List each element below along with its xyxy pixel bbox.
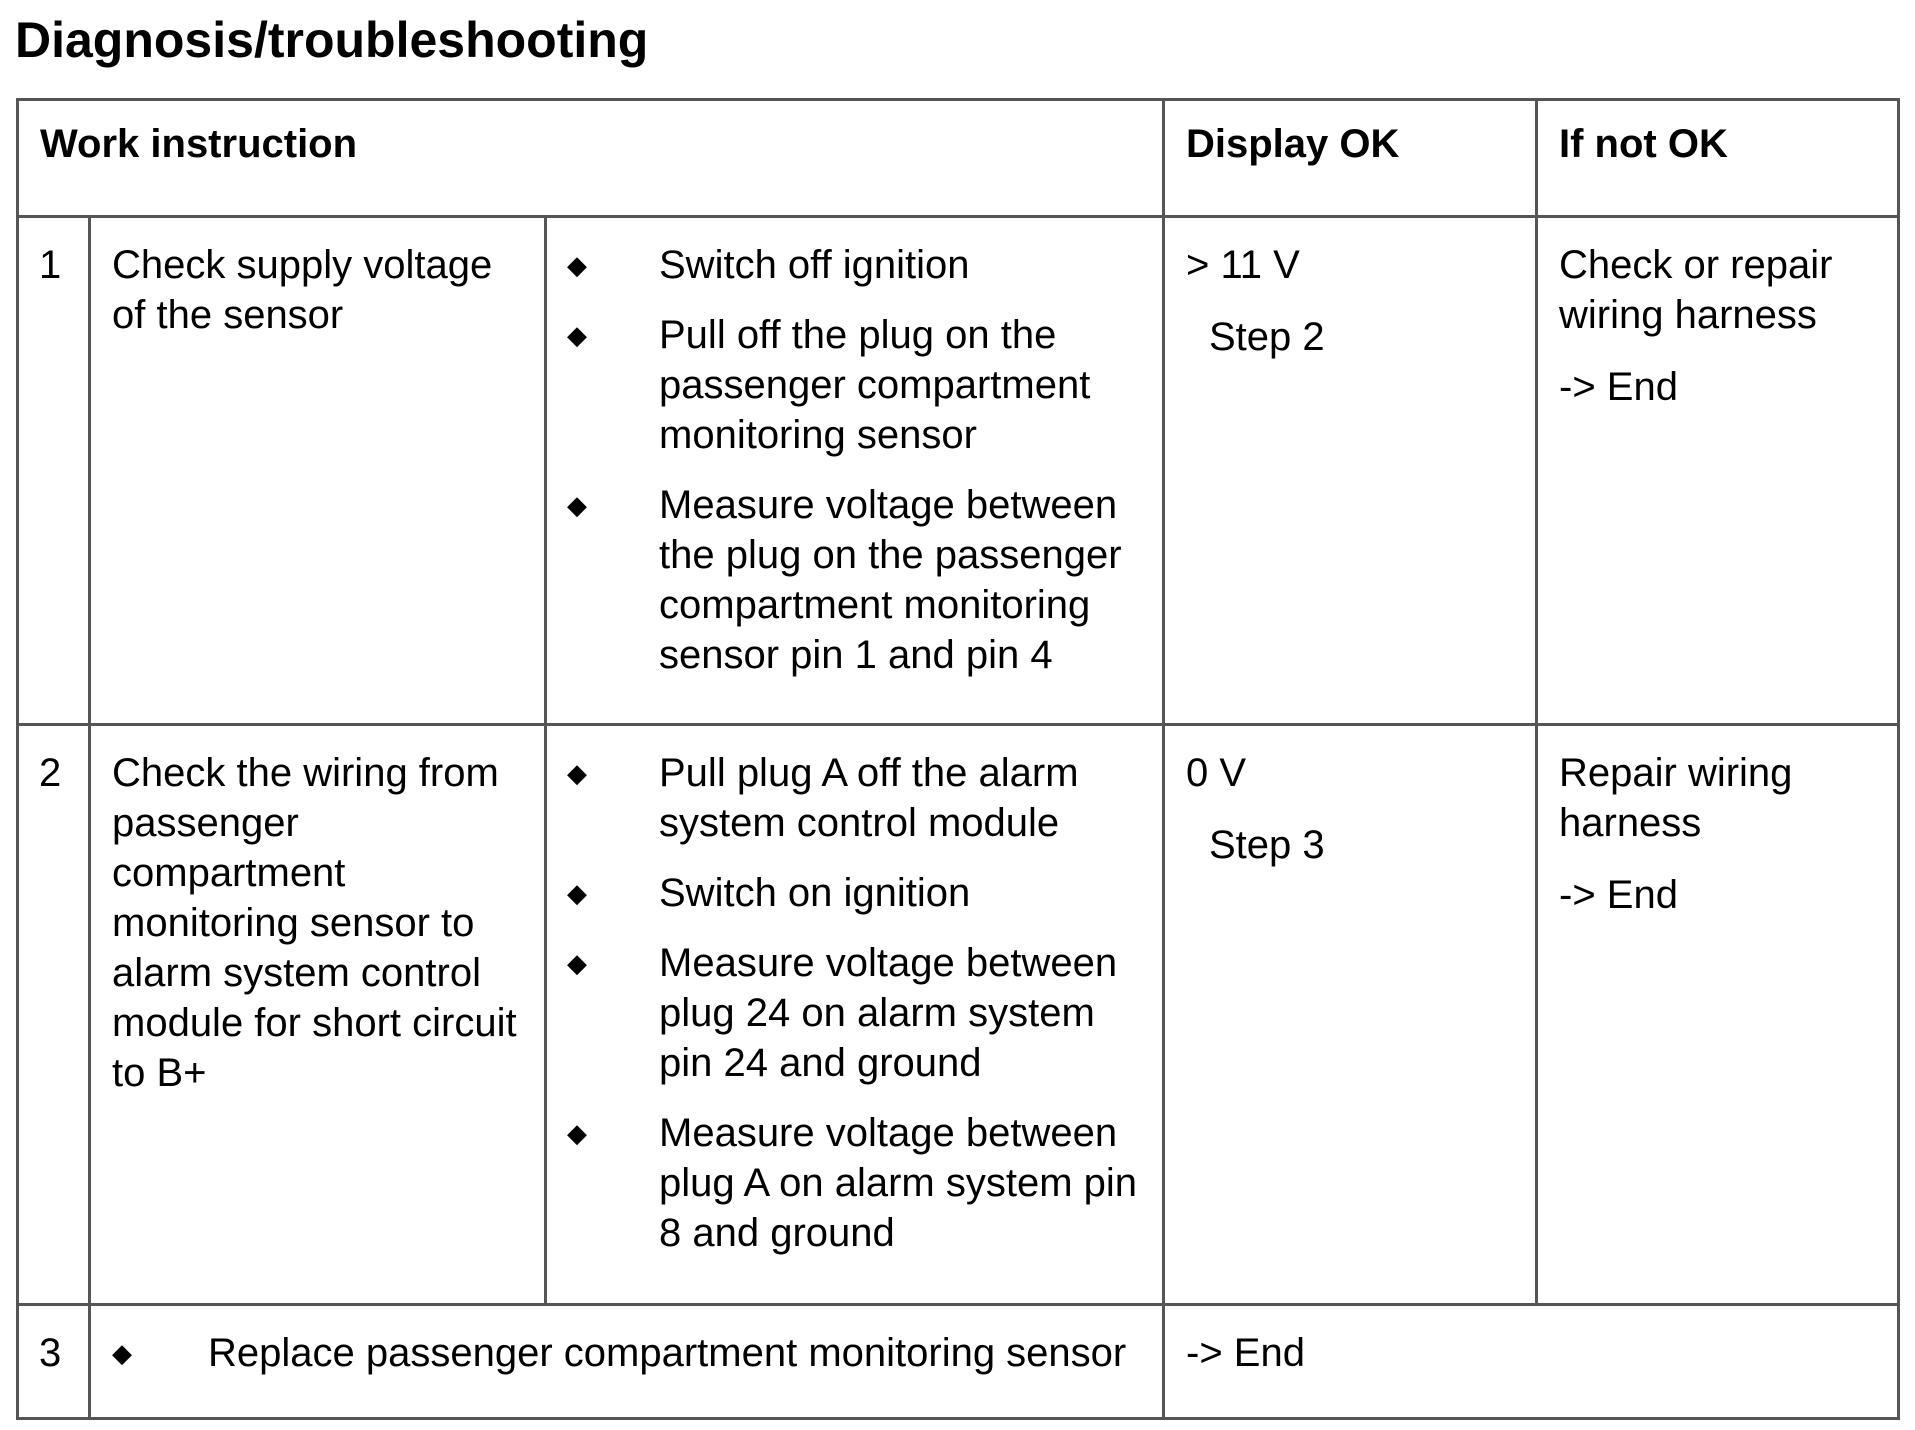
row-3-step (88, 1303, 1162, 1420)
diamond-bullet-icon: ◆ (567, 250, 587, 280)
step-text: Pull plug A off the alarm system control module (659, 751, 1079, 845)
list-item (567, 240, 1152, 290)
row-1-if-not-ok (1535, 215, 1900, 723)
if-not-ok-action: -> End (1559, 365, 1678, 409)
list-item (567, 748, 1152, 848)
troubleshooting-table (16, 98, 1900, 1420)
step-text: Switch off ignition (659, 243, 970, 287)
page-title: Diagnosis/troubleshooting (15, 12, 649, 68)
next-step: Step 3 (1209, 823, 1325, 867)
row-1-check: Check supply voltage of the sensor (88, 215, 544, 723)
diamond-bullet-icon: ◆ (567, 758, 587, 788)
row-1-steps (544, 215, 1162, 723)
display-ok-value: 0 V (1186, 751, 1247, 795)
row-2-if-not-ok (1535, 723, 1900, 1303)
row-3-number: 3 (16, 1303, 88, 1420)
row-3-result: -> End (1162, 1303, 1900, 1420)
step-text: Switch on ignition (659, 871, 971, 915)
diamond-bullet-icon: ◆ (567, 1118, 587, 1148)
header-work-instruction: Work instruction (16, 98, 1162, 215)
next-step: Step 2 (1209, 315, 1325, 359)
row-1-display-ok (1162, 215, 1535, 723)
list-item (567, 480, 1152, 680)
list-item (567, 938, 1152, 1088)
row-2-number: 2 (16, 723, 88, 1303)
display-ok-value: > 11 V (1186, 243, 1300, 287)
diamond-bullet-icon: ◆ (567, 490, 587, 520)
diamond-bullet-icon: ◆ (567, 948, 587, 978)
list-item (567, 868, 1152, 918)
step-text: Measure voltage between the plug on the passenger compartment monitoring sensor pin 1 and pin 4 (659, 483, 1122, 677)
list-item (567, 1108, 1152, 1258)
diamond-bullet-icon: ◆ (567, 320, 587, 350)
header-if-not-ok: If not OK (1535, 98, 1900, 215)
header-display-ok: Display OK (1162, 98, 1535, 215)
if-not-ok-action: -> End (1559, 873, 1678, 917)
step-text: Measure voltage between plug A on alarm system pin 8 and ground (659, 1111, 1138, 1255)
if-not-ok-text: Check or repair wiring harness (1559, 243, 1833, 337)
row-2-check: Check the wiring from passenger compartment monitoring sensor to alarm system control module for short circuit to B+ (88, 723, 544, 1303)
row-2-steps (544, 723, 1162, 1303)
list-item (112, 1328, 1142, 1378)
row-2-display-ok (1162, 723, 1535, 1303)
step-text: Replace passenger compartment monitoring sensor (208, 1331, 1127, 1375)
row-1-number: 1 (16, 215, 88, 723)
diamond-bullet-icon: ◆ (112, 1338, 132, 1368)
diamond-bullet-icon: ◆ (567, 878, 587, 908)
list-item (567, 310, 1152, 460)
step-text: Pull off the plug on the passenger compartment monitoring sensor (659, 313, 1091, 457)
if-not-ok-text: Repair wiring harness (1559, 751, 1793, 845)
step-text: Measure voltage between plug 24 on alarm system pin 24 and ground (659, 941, 1118, 1085)
